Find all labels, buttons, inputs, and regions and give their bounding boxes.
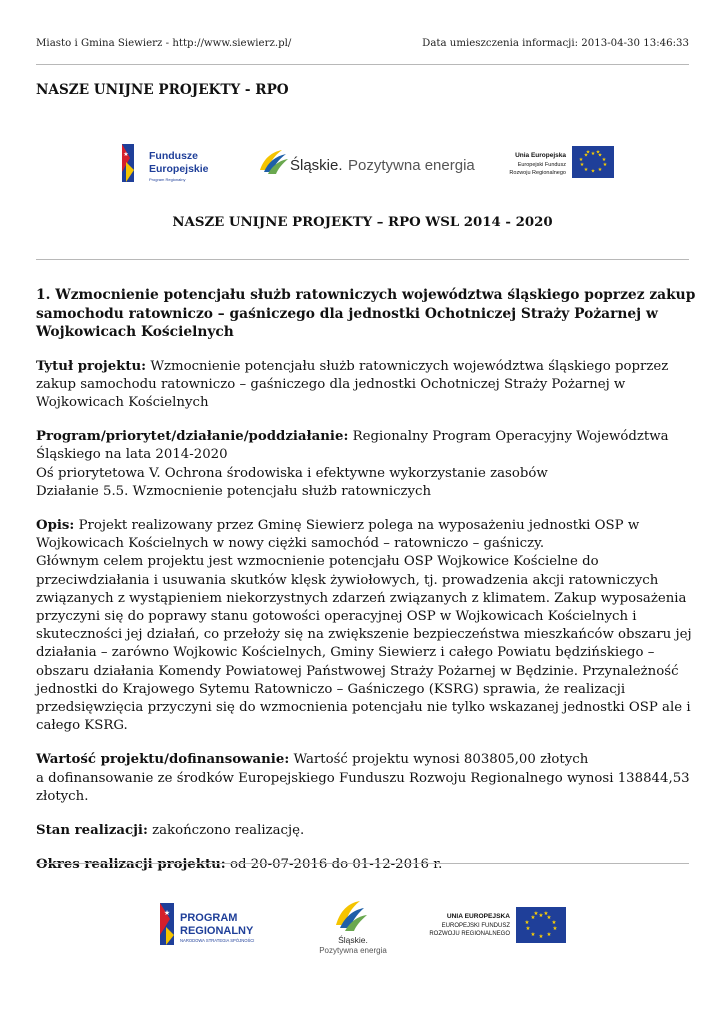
svg-text:★: ★: [590, 151, 596, 157]
logo-bar-top: [72, 128, 650, 196]
program-block: [36, 428, 696, 464]
slaskie-name: Śląskie.: [290, 157, 343, 174]
svg-text:★: ★: [530, 932, 536, 938]
fe-line2: Europejskie: [149, 163, 209, 175]
measure: Działanie 5.5. Wzmocnienie potencjału służb ratowniczych: [36, 483, 432, 499]
svg-text:★: ★: [585, 149, 591, 156]
ue-line3: Rozwoju Regionalnego: [509, 170, 566, 176]
svg-text:★: ★: [579, 162, 585, 168]
svg-text:★: ★: [538, 913, 544, 919]
slaskie-tag: Pozytywna energia: [348, 157, 475, 174]
svg-text:★: ★: [538, 934, 544, 940]
fe-line1: Fundusze: [149, 150, 198, 162]
ue-bottom-line2: EUROPEJSKI FUNDUSZ: [441, 923, 510, 929]
svg-text:★: ★: [590, 168, 596, 175]
program-label: Program/priorytet/działanie/poddziałanie:: [36, 429, 349, 445]
svg-text:★: ★: [595, 149, 601, 156]
value-value: Wartość projektu wynosi 803805,00 złotych: [293, 752, 589, 768]
project-content: [36, 286, 696, 874]
priority-axis: Oś priorytetowa V. Ochrona środowiska i efektywne wykorzystanie zasobów: [36, 465, 548, 481]
description-value: Projekt realizowany przez Gminę Siewierz polega na wyposażeniu jednostki OSP w Wojkowicach Kościelnych w nowy ciężki samochód – ratowniczo – gaśniczy.: [36, 517, 640, 552]
svg-text:★: ★: [601, 157, 607, 163]
project-heading: 1. Wzmocnienie potencjału służb ratowniczych województwa śląskiego poprzez zakup samochodu ratowniczo – gaśniczego dla jednostki Ochotniczej Straży Pożarnej w Wojkowicach Kościelnych: [36, 287, 696, 340]
period-label: Okres realizacji projektu:: [36, 857, 226, 873]
project-title-label: Tytuł projektu:: [36, 358, 147, 374]
value-label: Wartość projektu/dofinansowanie:: [36, 752, 290, 768]
ue-bottom-line1: UNIA EUROPEJSKA: [446, 913, 510, 920]
slaskie-name-bottom: Śląskie.: [338, 935, 368, 945]
header-divider: [36, 64, 689, 65]
svg-text:★: ★: [163, 909, 171, 917]
svg-text:★: ★: [546, 915, 552, 921]
footer-divider: [36, 863, 689, 864]
ue-line2: Europejski Fundusz: [517, 162, 566, 168]
fe-line3: Program Regionalny: [149, 177, 186, 182]
pr-line3: NARODOWA STRATEGIA SPÓJNOŚCI: [180, 938, 255, 943]
pr-line1: PROGRAM: [180, 912, 238, 924]
ue-line1: Unia Europejska: [515, 152, 566, 159]
logo-bar-bottom: [150, 893, 580, 963]
svg-text:★: ★: [597, 152, 603, 159]
program-regionalny-logo: [160, 903, 254, 945]
ue-bottom-line3: ROZWOJU REGIONALNEGO: [429, 931, 510, 937]
description-more: Głównym celem projektu jest wzmocnienie potencjału OSP Wojkowice Kościelne do przeciwdziałania i usuwania skutków klęsk żywiołowych, tj. prowadzenia akcji ratowniczych związanych z wystąpieniem niekorzystnych zdarzeń związanych z klimatem. Zakup wyposażenia przyczyni się do poprawy stanu gotowości operacyjnej OSP w Wojkowicach Kościelnych i skuteczności jej działań, co przełoży się na zwiększenie bezpieczeństwa mieszkańców obszaru jej działania – zarówno Wojkowic Kościelnych, Gminy Siewierz i całego Powiatu będzińskiego – obszaru działania Komendy Powiatowej Państwowej Straży Pożarnej w Będzinie. Przynależność jednostki do Krajowego Sytemu Ratowniczo – Gaśniczego (KSRG) sprawia, że realizacji przedsięwzięcia przyczyni się do wzmocnienia potencjału nie tylko wskazanej jednostki OSP ale i całego KSRG.: [36, 554, 692, 734]
description-label: Opis:: [36, 517, 75, 533]
svg-text:★: ★: [546, 932, 552, 938]
svg-text:★: ★: [583, 152, 589, 159]
page-header-date: Data umieszczenia informacji: 2013-04-30 13:46:33: [422, 38, 689, 49]
svg-text:★: ★: [530, 915, 536, 921]
value-more: a dofinansowanie ze środków Europejskiego Funduszu Rozwoju Regionalnego wynosi 138844,53 złotych.: [36, 770, 690, 804]
program-value: Regionalny Program Operacyjny Województwa Śląskiego na lata 2014-2020: [36, 429, 669, 463]
eu-logo-bottom: [429, 907, 566, 943]
value-block: [36, 751, 696, 769]
status-block: [36, 822, 696, 840]
period-value: od 20-07-2016 do 01-12-2016 r.: [229, 857, 443, 873]
svg-text:★: ★: [123, 151, 129, 158]
status-label: Stan realizacji:: [36, 822, 148, 838]
svg-text:★: ★: [533, 911, 539, 917]
svg-text:★: ★: [525, 926, 531, 932]
subtitle: NASZE UNIJNE PROJEKTY – RPO WSL 2014 - 2020: [172, 215, 553, 230]
status-value: zakończono realizację.: [152, 822, 305, 838]
svg-text:★: ★: [524, 920, 530, 926]
svg-text:★: ★: [597, 167, 603, 173]
subtitle-divider: [36, 259, 689, 260]
svg-text:★: ★: [583, 167, 589, 173]
description-block: [36, 517, 696, 553]
pr-line2: REGIONALNY: [180, 925, 254, 937]
svg-text:★: ★: [578, 157, 584, 163]
svg-text:★: ★: [551, 920, 557, 926]
section-title: NASZE UNIJNE PROJEKTY - RPO: [36, 82, 289, 98]
svg-text:★: ★: [602, 162, 608, 168]
page-header-source: Miasto i Gmina Siewierz - http://www.siewierz.pl/: [36, 38, 292, 49]
project-title-block: [36, 358, 696, 413]
svg-text:★: ★: [543, 911, 549, 917]
svg-text:★: ★: [552, 926, 558, 932]
slaskie-tag-bottom: Pozytywna energia: [319, 946, 387, 955]
project-title-value: Wzmocnienie potencjału służb ratowniczych województwa śląskiego poprzez zakup samochodu ratowniczo – gaśniczego dla jednostki Ochotniczej Straży Pożarnej w Wojkowicach Kościelnych: [36, 358, 669, 410]
period-block: [36, 856, 696, 874]
slaskie-logo-bottom: [319, 901, 387, 955]
